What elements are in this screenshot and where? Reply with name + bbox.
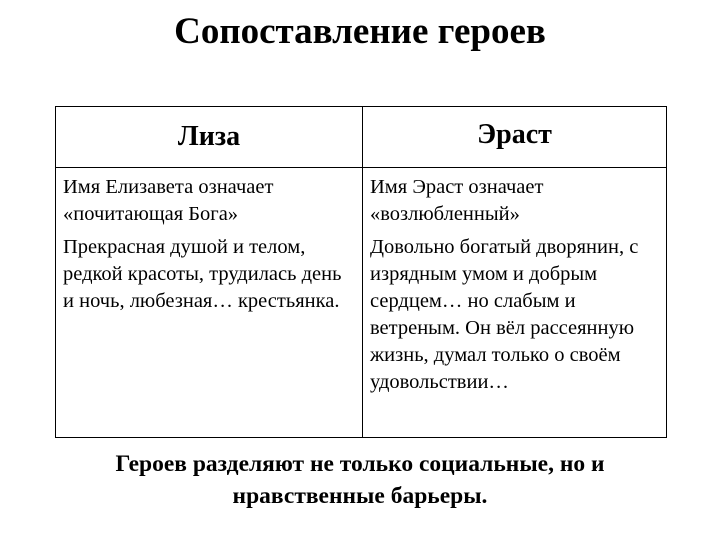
cell-erast [363,168,667,438]
liza-description: Прекрасная душой и телом, редкой красоты, трудилась день и ночь, любезная… крестьянка. [63,236,342,312]
liza-name-meaning: Имя Елизавета означает «почитающая Бога» [63,176,274,225]
cell-liza [56,168,363,438]
conclusion-line-2: нравственные барьеры. [232,483,488,509]
erast-description: Довольно богатый дворянин, с изрядным умом и добрым сердцем… но слабым и ветреным. Он вёл рассеянную жизнь, думал только о своём удовольствии… [370,236,639,393]
conclusion-line-1: Героев разделяют не только социальные, но и [115,451,605,477]
header-liza: Лиза [56,107,363,168]
page-title: Сопоставление героев [174,11,546,52]
erast-name-meaning: Имя Эраст означает «возлюбленный» [370,176,544,225]
table-row [56,168,667,438]
table-header-row [56,107,667,168]
conclusion-text [0,448,720,512]
comparison-table [55,106,667,438]
header-erast: Эраст [363,107,667,168]
